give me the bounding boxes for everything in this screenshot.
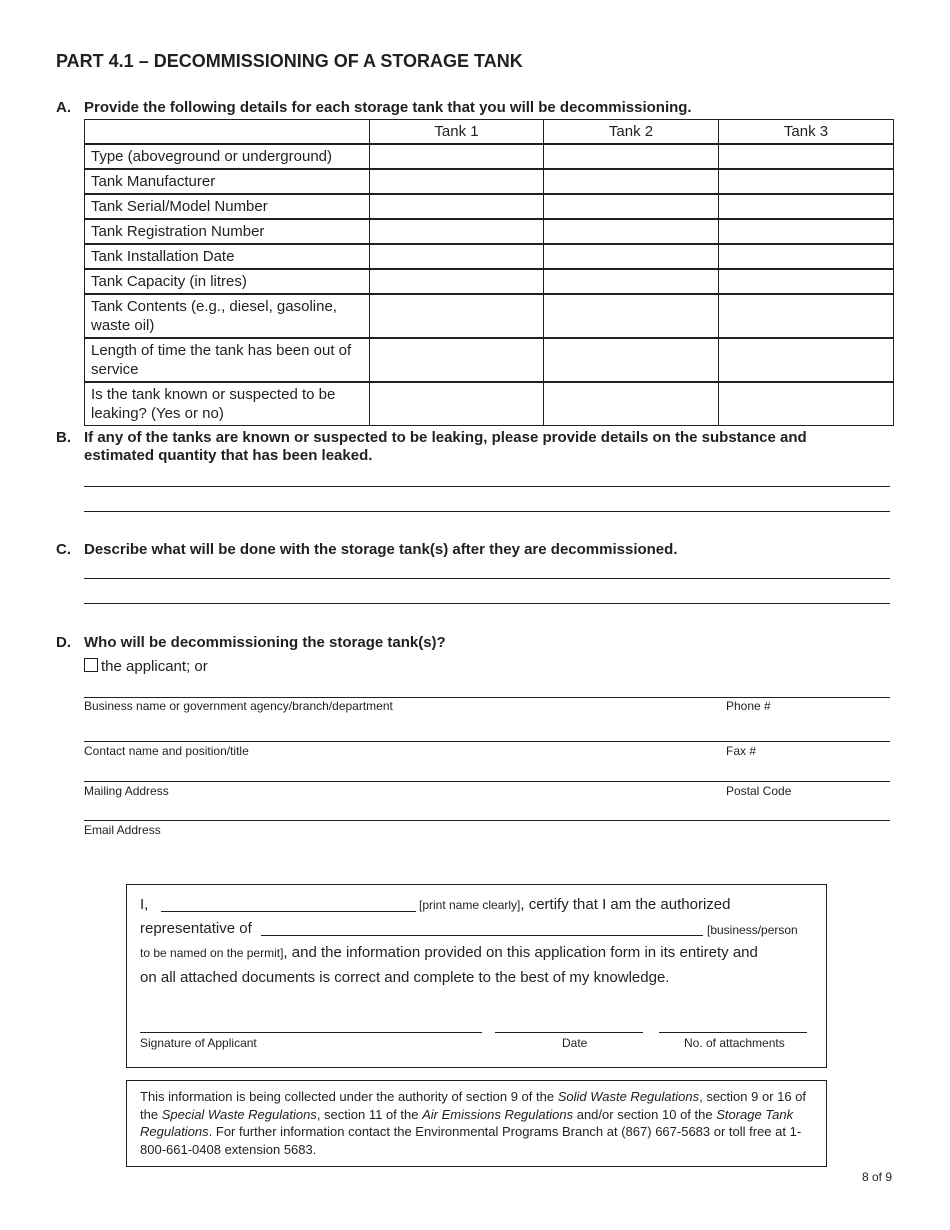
- email-address-label: Email Address: [84, 823, 161, 837]
- column-header-tank-2: Tank 2: [544, 120, 719, 145]
- cell-tank-3-registration[interactable]: [719, 219, 894, 244]
- phone-label: Phone #: [726, 699, 771, 713]
- row-label-manufacturer: Tank Manufacturer: [85, 169, 370, 194]
- business-name-line[interactable]: [84, 697, 890, 698]
- table-row: [85, 382, 894, 426]
- business-person-line[interactable]: [261, 935, 703, 936]
- cell-tank-2-registration[interactable]: [544, 219, 719, 244]
- attachments-line[interactable]: [659, 1032, 807, 1033]
- notice-text-2: , section 9 or 16 of the: [140, 1089, 807, 1122]
- row-label-leaking: Is the tank known or suspected to be leaking? (Yes or no): [85, 382, 370, 426]
- section-b-letter: B.: [56, 429, 71, 446]
- signature-label: Signature of Applicant: [140, 1036, 257, 1050]
- row-label-capacity: Tank Capacity (in litres): [85, 269, 370, 294]
- cell-tank-1-leaking[interactable]: [370, 382, 544, 426]
- privacy-notice-text: [140, 1088, 820, 1158]
- cert-info-provided: , and the information provided on this application form in its entirety and: [283, 944, 758, 961]
- cert-representative-of: representative of: [140, 920, 252, 937]
- cell-tank-3-contents[interactable]: [719, 294, 894, 338]
- cell-tank-3-out-of-service[interactable]: [719, 338, 894, 382]
- notice-solid-waste-regs: Solid Waste Regulations: [557, 1089, 700, 1104]
- section-c-answer-line-1[interactable]: [84, 578, 890, 579]
- contact-name-line[interactable]: [84, 741, 890, 742]
- table-header-corner: [85, 120, 370, 145]
- business-person-hint: [business/person: [707, 923, 798, 937]
- table-row: [85, 219, 894, 244]
- applicant-option: [84, 658, 208, 675]
- section-a-letter: A.: [56, 99, 71, 116]
- page-number: 8 of 9: [862, 1170, 893, 1184]
- row-label-serial: Tank Serial/Model Number: [85, 194, 370, 219]
- table-row: [85, 244, 894, 269]
- page-title: PART 4.1 – DECOMMISSIONING OF A STORAGE TANK: [56, 51, 523, 71]
- cert-certify-text: , certify that I am the authorized: [520, 896, 731, 913]
- cell-tank-1-type[interactable]: [370, 144, 544, 169]
- notice-special-waste-regs: Special Waste Regulations: [161, 1106, 317, 1122]
- section-c-answer-line-2[interactable]: [84, 603, 890, 604]
- section-b-question: If any of the tanks are known or suspected to be leaking, please provide details on the substance and estimated quantity that has been leaked.: [84, 429, 807, 464]
- cell-tank-3-leaking[interactable]: [719, 382, 894, 426]
- cell-tank-2-capacity[interactable]: [544, 269, 719, 294]
- mailing-address-label: Mailing Address: [84, 784, 169, 798]
- applicant-checkbox[interactable]: [84, 658, 98, 672]
- cell-tank-3-manufacturer[interactable]: [719, 169, 894, 194]
- cell-tank-2-installation-date[interactable]: [544, 244, 719, 269]
- row-label-out-of-service: Length of time the tank has been out of service: [85, 338, 370, 382]
- notice-text-1: This information is being collected under the authority of section 9 of the: [140, 1089, 558, 1104]
- section-b-answer-line-1[interactable]: [84, 486, 890, 487]
- cell-tank-1-registration[interactable]: [370, 219, 544, 244]
- cell-tank-3-type[interactable]: [719, 144, 894, 169]
- cell-tank-2-serial[interactable]: [544, 194, 719, 219]
- cell-tank-1-serial[interactable]: [370, 194, 544, 219]
- cell-tank-1-installation-date[interactable]: [370, 244, 544, 269]
- contact-name-label: Contact name and position/title: [84, 744, 249, 758]
- date-label: Date: [562, 1036, 588, 1050]
- row-label-installation-date: Tank Installation Date: [85, 244, 370, 269]
- to-be-named-hint: to be named on the permit]: [140, 946, 284, 960]
- section-c-letter: C.: [56, 541, 71, 558]
- email-address-line[interactable]: [84, 820, 890, 821]
- table-row: [85, 169, 894, 194]
- cell-tank-2-leaking[interactable]: [544, 382, 719, 426]
- tank-details-table: [84, 119, 894, 426]
- notice-text-4: and/or section 10 of the: [573, 1106, 717, 1122]
- business-name-label: Business name or government agency/branch/department: [84, 699, 393, 713]
- notice-air-emissions-regs: Air Emissions Regulations: [422, 1106, 574, 1122]
- cert-line-1: [419, 896, 730, 913]
- notice-storage-tank-regs: Storage Tank Regulations: [140, 1106, 794, 1139]
- row-label-contents: Tank Contents (e.g., diesel, gasoline, waste oil): [85, 294, 370, 338]
- section-d-question: Who will be decommissioning the storage tank(s)?: [84, 634, 446, 651]
- privacy-notice-box: [126, 1080, 827, 1167]
- cell-tank-3-capacity[interactable]: [719, 269, 894, 294]
- cell-tank-3-installation-date[interactable]: [719, 244, 894, 269]
- fax-label: Fax #: [726, 744, 757, 758]
- print-name-line[interactable]: [161, 911, 416, 912]
- table-header-row: [85, 120, 894, 145]
- date-line[interactable]: [495, 1032, 643, 1033]
- section-b-answer-line-2[interactable]: [84, 511, 890, 512]
- section-c-question: Describe what will be done with the storage tank(s) after they are decommissioned.: [84, 541, 678, 558]
- table-row: [85, 194, 894, 219]
- section-a-question: Provide the following details for each storage tank that you will be decommissioning.: [84, 99, 692, 116]
- row-label-registration: Tank Registration Number: [85, 219, 370, 244]
- table-row: [85, 338, 894, 382]
- postal-code-label: Postal Code: [726, 784, 792, 798]
- notice-text-5: . For further information contact the Environmental Programs Branch at (867) 667-5683 or toll free at 1-800-661-0408 extension 5683.: [140, 1124, 802, 1157]
- cell-tank-1-contents[interactable]: [370, 294, 544, 338]
- cell-tank-2-type[interactable]: [544, 144, 719, 169]
- cert-line-3: [140, 944, 758, 961]
- mailing-address-line[interactable]: [84, 781, 890, 782]
- attachments-label: No. of attachments: [684, 1036, 785, 1050]
- applicant-checkbox-label: the applicant; or: [101, 658, 208, 675]
- certification-box: [126, 884, 827, 1068]
- table-row: [85, 294, 894, 338]
- column-header-tank-3: Tank 3: [719, 120, 894, 145]
- cell-tank-1-capacity[interactable]: [370, 269, 544, 294]
- table-row: [85, 269, 894, 294]
- cell-tank-2-manufacturer[interactable]: [544, 169, 719, 194]
- cell-tank-2-out-of-service[interactable]: [544, 338, 719, 382]
- cell-tank-1-manufacturer[interactable]: [370, 169, 544, 194]
- cert-i: I,: [140, 896, 149, 913]
- notice-text-3: , section 11 of the: [316, 1106, 423, 1122]
- cert-line-4: on all attached documents is correct and complete to the best of my knowledge.: [140, 969, 670, 986]
- table-row: [85, 144, 894, 169]
- row-label-type: Type (aboveground or underground): [85, 144, 370, 169]
- cell-tank-2-contents[interactable]: [544, 294, 719, 338]
- cell-tank-1-out-of-service[interactable]: [370, 338, 544, 382]
- section-d-letter: D.: [56, 634, 71, 651]
- print-name-hint: [print name clearly]: [419, 898, 521, 912]
- signature-line[interactable]: [140, 1032, 482, 1033]
- column-header-tank-1: Tank 1: [370, 120, 544, 145]
- cell-tank-3-serial[interactable]: [719, 194, 894, 219]
